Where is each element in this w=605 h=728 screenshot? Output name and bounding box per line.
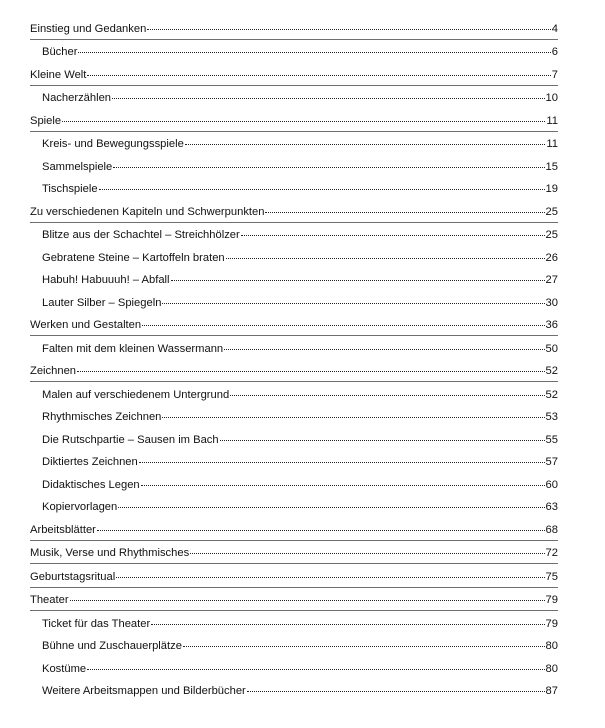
toc-entry-title: Ticket für das Theater — [42, 617, 151, 630]
toc-entry-page-number: 4 — [551, 22, 558, 35]
toc-entry-title: Gebratene Steine – Kartoffeln braten — [42, 251, 225, 264]
toc-chapter-entry[interactable] — [30, 62, 558, 86]
dot-leader — [113, 167, 544, 168]
dot-leader — [230, 395, 544, 396]
toc-entry-title: Falten mit dem kleinen Wassermann — [42, 342, 224, 355]
toc-section-entry[interactable] — [30, 86, 558, 109]
toc-entry-page-number: 75 — [545, 570, 558, 583]
toc-entry-line — [30, 206, 558, 222]
dot-leader — [78, 52, 550, 53]
toc-section-entry[interactable] — [30, 40, 558, 63]
toc-entry-page-number: 80 — [545, 662, 558, 675]
toc-entry-line — [42, 685, 558, 701]
toc-entry-page-number: 55 — [545, 433, 558, 446]
toc-entry-title: Blitze aus der Schachtel – Streichhölzer — [42, 229, 240, 241]
toc-section-entry[interactable] — [30, 132, 558, 155]
toc-entry-page-number: 52 — [545, 365, 558, 377]
toc-entry-page-number: 6 — [551, 46, 558, 58]
toc-section-entry[interactable] — [30, 268, 558, 291]
toc-entry-line — [30, 115, 558, 131]
toc-entry-line — [42, 161, 558, 177]
toc-entry-line — [42, 640, 558, 656]
dot-leader — [142, 325, 544, 326]
toc-entry-title: Tischspiele — [42, 183, 98, 195]
toc-entry-line — [42, 138, 558, 154]
toc-entry-title: Sammelspiele — [42, 160, 113, 173]
dot-leader — [183, 646, 545, 647]
toc-section-entry[interactable] — [30, 245, 558, 268]
toc-entry-title: Didaktisches Legen — [42, 478, 140, 491]
toc-chapter-entry[interactable] — [30, 359, 558, 383]
toc-entry-line — [42, 297, 558, 313]
toc-entry-line — [42, 92, 558, 108]
toc-chapter-entry[interactable] — [30, 541, 558, 565]
toc-entry-page-number: 72 — [545, 547, 558, 559]
dot-leader — [162, 417, 544, 418]
toc-entry-title: Zu verschiedenen Kapiteln und Schwerpunkten — [30, 205, 265, 218]
toc-section-entry[interactable] — [30, 405, 558, 428]
toc-entry-title: Kopiervorlagen — [42, 501, 118, 513]
toc-entry-page-number: 53 — [545, 411, 558, 423]
toc-entry-title: Die Rutschpartie – Sausen im Bach — [42, 433, 219, 446]
toc-entry-page-number: 68 — [545, 523, 558, 536]
toc-section-entry[interactable] — [30, 382, 558, 405]
toc-entry-page-number: 79 — [545, 594, 558, 606]
dot-leader — [265, 212, 544, 213]
toc-entry-page-number: 10 — [545, 92, 558, 104]
toc-entry-page-number: 80 — [545, 640, 558, 652]
dot-leader — [112, 98, 545, 99]
toc-chapter-entry[interactable] — [30, 517, 558, 541]
toc-entry-page-number: 52 — [545, 388, 558, 401]
toc-entry-title: Diktiertes Zeichnen — [42, 456, 138, 468]
toc-entry-page-number: 87 — [545, 685, 558, 697]
toc-section-entry[interactable] — [30, 290, 558, 313]
toc-entry-line — [42, 501, 558, 517]
toc-entry-page-number: 60 — [545, 478, 558, 491]
toc-entry-line — [42, 343, 558, 359]
toc-entry-line — [42, 479, 558, 495]
toc-entry-line — [30, 319, 558, 335]
dot-leader — [116, 577, 544, 578]
toc-section-entry[interactable] — [30, 223, 558, 246]
toc-entry-line — [30, 23, 558, 39]
toc-entry-page-number: 19 — [545, 183, 558, 195]
toc-entry-title: Nacherzählen — [42, 92, 112, 104]
toc-section-entry[interactable] — [30, 634, 558, 657]
toc-entry-line — [42, 663, 558, 679]
toc-entry-line — [42, 618, 558, 634]
toc-section-entry[interactable] — [30, 679, 558, 702]
dot-leader — [70, 600, 545, 601]
toc-entry-line — [42, 46, 558, 62]
toc-section-entry[interactable] — [30, 656, 558, 679]
toc-entry-title: Lauter Silber – Spiegeln — [42, 296, 162, 309]
toc-entry-page-number: 7 — [551, 68, 558, 81]
toc-chapter-entry[interactable] — [30, 16, 558, 40]
toc-entry-line — [42, 456, 558, 472]
toc-entry-title: Arbeitsblätter — [30, 523, 96, 536]
toc-section-entry[interactable] — [30, 336, 558, 359]
toc-chapter-entry[interactable] — [30, 108, 558, 132]
toc-entry-title: Geburtstagsritual — [30, 570, 116, 583]
toc-entry-page-number: 25 — [545, 229, 558, 241]
toc-chapter-entry[interactable] — [30, 564, 558, 588]
dot-leader — [87, 669, 544, 670]
toc-entry-page-number: 11 — [546, 138, 558, 150]
dot-leader — [147, 29, 550, 30]
toc-entry-title: Musik, Verse und Rhythmisches — [30, 547, 190, 559]
dot-leader — [118, 507, 544, 508]
toc-section-entry[interactable] — [30, 177, 558, 200]
dot-leader — [224, 349, 544, 350]
toc-entry-line — [42, 252, 558, 268]
dot-leader — [87, 75, 550, 76]
toc-entry-line — [42, 389, 558, 405]
toc-entry-page-number: 63 — [545, 501, 558, 513]
dot-leader — [226, 258, 545, 259]
toc-entry-title: Zeichnen — [30, 365, 77, 377]
toc-entry-page-number: 50 — [545, 342, 558, 355]
toc-entry-page-number: 15 — [545, 160, 558, 173]
dot-leader — [139, 462, 545, 463]
toc-chapter-entry[interactable] — [30, 199, 558, 223]
toc-entry-page-number: 11 — [546, 114, 558, 127]
toc-entry-title: Rhythmisches Zeichnen — [42, 411, 162, 423]
toc-entry-title: Theater — [30, 594, 69, 606]
dot-leader — [97, 530, 545, 531]
toc-entry-line — [30, 69, 558, 85]
dot-leader — [241, 235, 545, 236]
toc-section-entry[interactable] — [30, 450, 558, 473]
dot-leader — [77, 371, 545, 372]
toc-section-entry[interactable] — [30, 427, 558, 450]
dot-leader — [185, 144, 546, 145]
dot-leader — [99, 189, 545, 190]
toc-entry-page-number: 26 — [545, 251, 558, 264]
toc-entry-title: Malen auf verschiedenem Untergrund — [42, 388, 230, 401]
toc-entry-title: Kostüme — [42, 662, 87, 675]
toc-entry-title: Kleine Welt — [30, 68, 87, 81]
dot-leader — [190, 553, 544, 554]
toc-entry-title: Weitere Arbeitsmappen und Bilderbücher — [42, 685, 246, 697]
toc-section-entry[interactable] — [30, 495, 558, 518]
toc-entry-title: Werken und Gestalten — [30, 319, 142, 331]
toc-entry-line — [30, 524, 558, 540]
toc-entry-page-number: 57 — [545, 456, 558, 468]
toc-entry-line — [42, 274, 558, 290]
dot-leader — [220, 440, 545, 441]
toc-section-entry[interactable] — [30, 472, 558, 495]
toc-entry-title: Einstieg und Gedanken — [30, 22, 147, 35]
toc-chapter-entry[interactable] — [30, 313, 558, 337]
toc-entry-line — [42, 183, 558, 199]
toc-entry-page-number: 25 — [545, 205, 558, 218]
toc-entry-line — [42, 411, 558, 427]
toc-section-entry[interactable] — [30, 611, 558, 634]
dot-leader — [141, 485, 545, 486]
dot-leader — [171, 280, 545, 281]
toc-entry-title: Spiele — [30, 114, 62, 127]
toc-chapter-entry[interactable] — [30, 588, 558, 612]
toc-entry-title: Bücher — [42, 46, 78, 58]
toc-entry-title: Habuh! Habuuuh! – Abfall — [42, 274, 170, 286]
table-of-contents — [30, 16, 558, 701]
dot-leader — [162, 303, 544, 304]
dot-leader — [151, 624, 544, 625]
toc-entry-line — [30, 571, 558, 587]
toc-entry-page-number: 27 — [545, 274, 558, 286]
toc-entry-line — [30, 365, 558, 381]
toc-entry-page-number: 79 — [545, 617, 558, 630]
dot-leader — [247, 691, 545, 692]
toc-entry-line — [42, 434, 558, 450]
toc-entry-line — [30, 547, 558, 563]
dot-leader — [62, 121, 545, 122]
toc-entry-page-number: 36 — [545, 319, 558, 331]
toc-entry-line — [42, 229, 558, 245]
toc-entry-page-number: 30 — [545, 296, 558, 309]
toc-section-entry[interactable] — [30, 154, 558, 177]
toc-entry-title: Kreis- und Bewegungsspiele — [42, 138, 184, 150]
toc-entry-line — [30, 594, 558, 610]
toc-entry-title: Bühne und Zuschauerplätze — [42, 640, 182, 652]
